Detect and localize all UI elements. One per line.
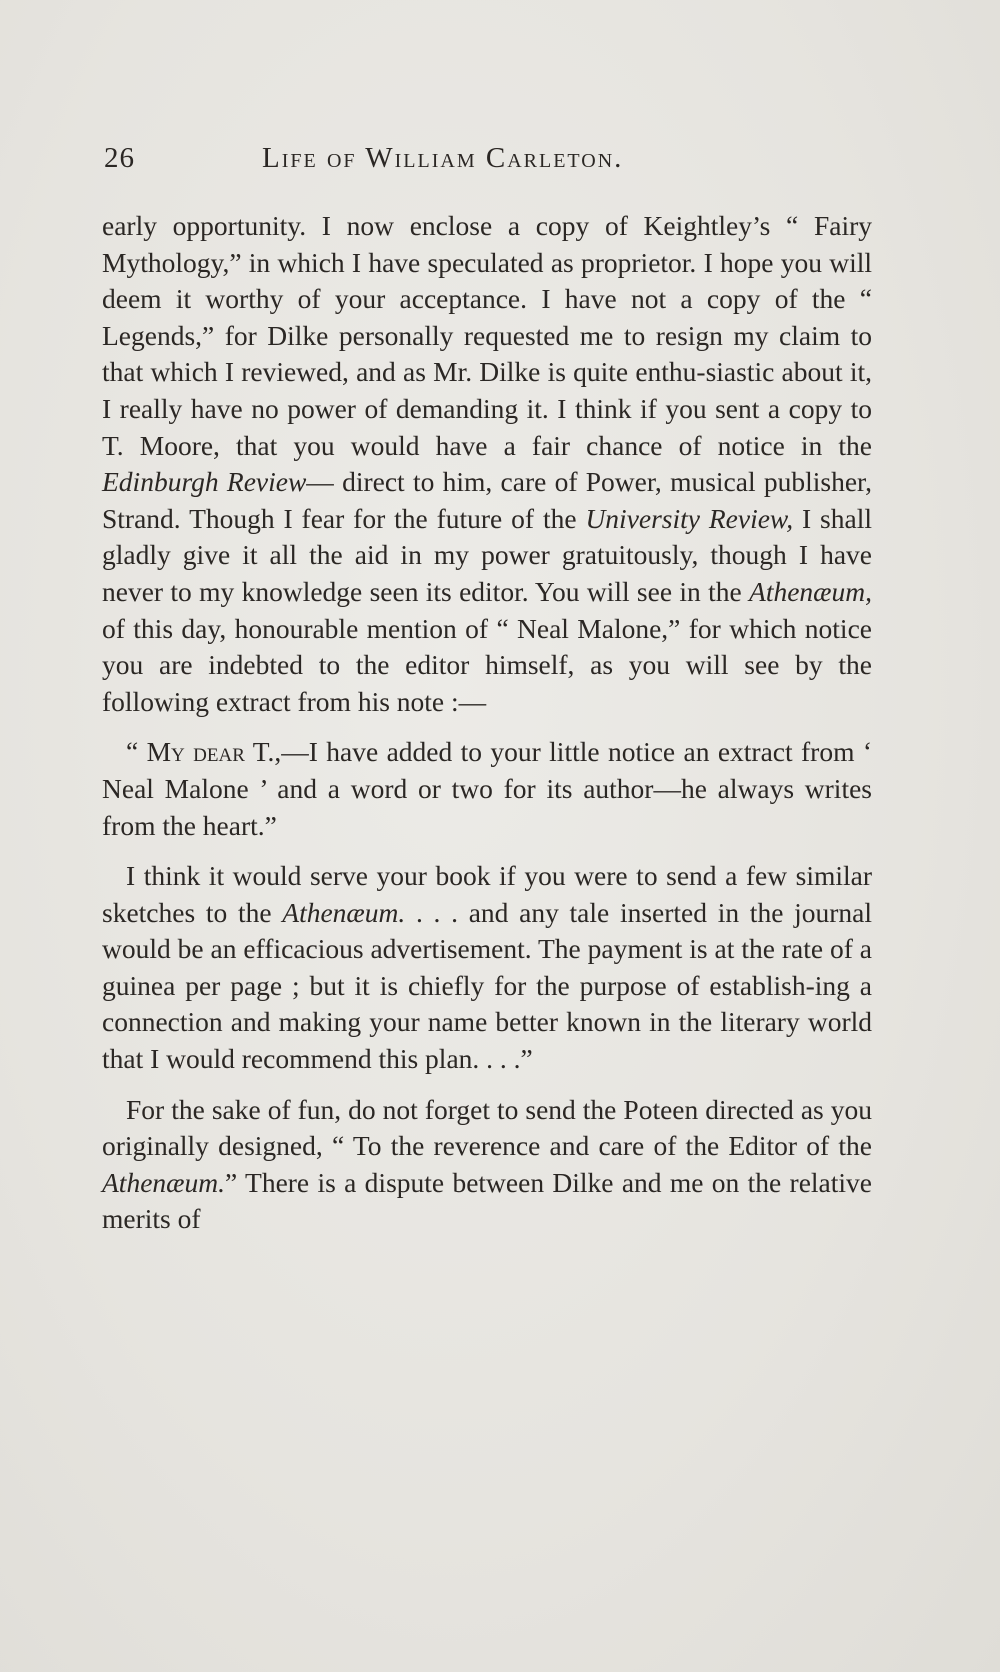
paragraph-poteen: [102, 1092, 872, 1238]
paragraph-athenaeum-advice: [102, 858, 872, 1078]
page-header: [104, 142, 864, 182]
running-head: Life of William Carleton.: [262, 142, 624, 174]
italic-title: Edinburgh Review: [102, 466, 307, 498]
italic-title: University Review,: [585, 502, 794, 534]
paragraph-letter-continued: [102, 208, 872, 720]
italic-title: Athenæum,: [749, 575, 872, 607]
page-number: 26: [104, 142, 135, 174]
text-run: I think it would serve your book if you were to send a few similar sketches to the: [102, 860, 872, 928]
italic-title: Athenæum.: [102, 1166, 225, 1198]
text-run: early opportunity. I now enclose a copy of Keightley’s “ Fairy Mythology,” in which I have speculated as proprietor. I hope you will deem it worthy of your acceptance. I have not a copy of the “ Legends,” for Dilke personally requested me to resign my claim to that which I reviewed, and as Mr. Dilke is quite enthu-siastic about it, I really have no power of demanding it. I think if you sent a copy to T. Moore, that you would have a fair chance of notice in the: [102, 210, 872, 461]
text-run: For the sake of fun, do not forget to send the Poteen directed as you originally designed, “ To the reverence and care of the Editor of the: [102, 1093, 872, 1162]
salutation: My dear: [146, 736, 245, 768]
text-run: — direct to him, care of Power, musical publisher, Strand. Though I fear for the future of the: [102, 466, 872, 534]
text-run: I shall gladly give it all the aid in my power gratuitously, though I have never to my knowledge seen its editor. You will see in the: [102, 502, 872, 607]
text-run: . . . and any tale inserted in the journal would be an efficacious advertisement. The payment is at the rate of a guinea per page ; but it is chiefly for the purpose of establish-ing a connection and making your name better known in the literary world that I would recommend this plan. . . .”: [102, 896, 872, 1075]
italic-title: Athenæum.: [282, 896, 406, 928]
text-run: ” There is a dispute between Dilke and me on the relative merits of: [102, 1166, 872, 1235]
text-run: “: [126, 736, 147, 768]
text-run: of this day, honourable mention of “ Neal Malone,” for which notice you are indebted to the editor himself, as you will see by the following extract from his note :—: [102, 612, 872, 717]
text-run: T.,—I have added to your little notice an extract from ‘ Neal Malone ’ and a word or two for its author—he always writes from the heart.”: [102, 736, 873, 841]
page-body: [102, 208, 872, 1238]
paragraph-quoted-note: [102, 734, 872, 844]
